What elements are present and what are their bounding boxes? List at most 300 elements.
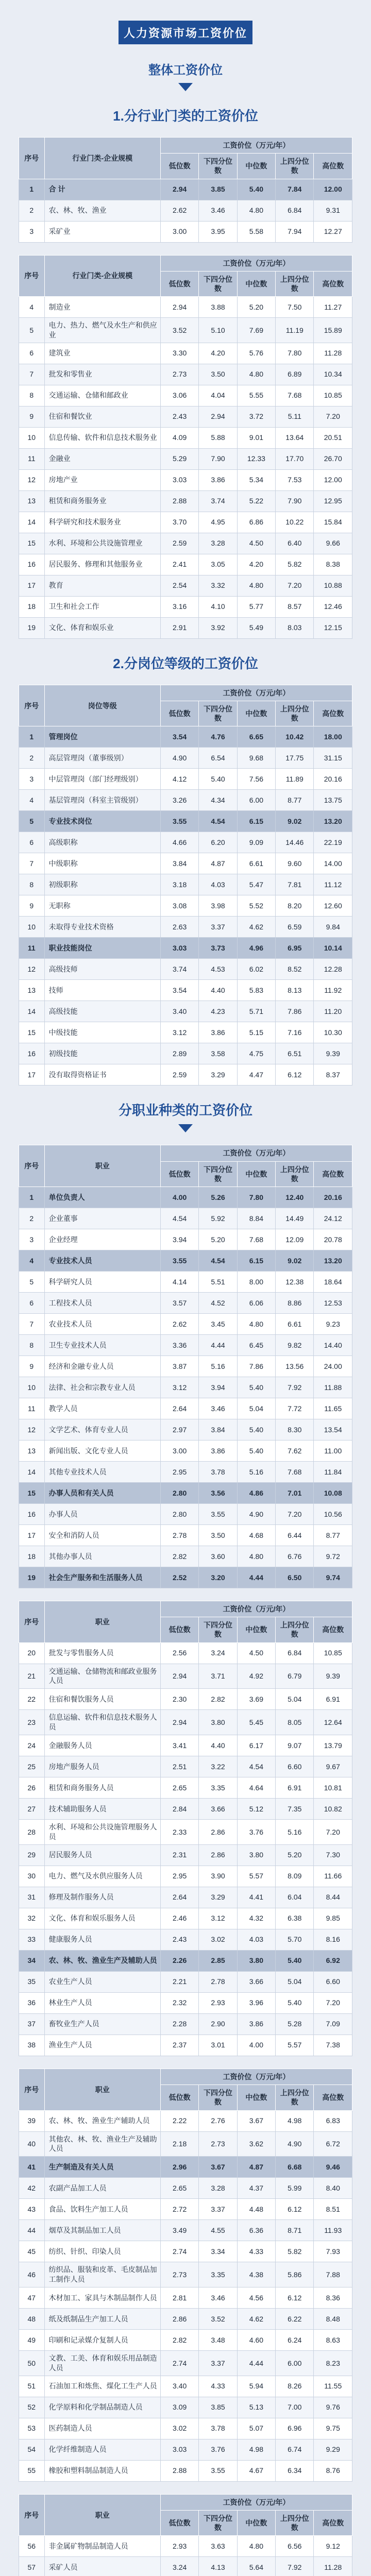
row-value: 3.84 xyxy=(160,853,198,874)
row-value: 3.96 xyxy=(237,1992,275,2013)
row-value: 2.59 xyxy=(160,533,198,554)
row-value: 2.26 xyxy=(160,1950,198,1971)
row-value: 4.09 xyxy=(160,427,198,448)
row-value: 7.88 xyxy=(314,2262,352,2287)
row-value: 5.12 xyxy=(237,1799,275,1820)
row-name: 工程技术人员 xyxy=(44,1293,160,1314)
table-row xyxy=(19,2557,352,2576)
row-value: 5.92 xyxy=(199,1208,237,1229)
row-value: 7.09 xyxy=(314,2013,352,2035)
row-name: 纺织、针织、印染人员 xyxy=(44,2241,160,2262)
header-p75: 上四分位数 xyxy=(276,271,314,296)
table-row xyxy=(19,2110,352,2131)
wage-table xyxy=(19,2494,352,2576)
row-name: 农业技术人员 xyxy=(44,1314,160,1335)
row-name: 房地产服务人员 xyxy=(44,1756,160,1777)
row-value: 3.12 xyxy=(160,1377,198,1398)
row-value: 5.20 xyxy=(276,1844,314,1866)
row-value: 5.20 xyxy=(199,1229,237,1250)
row-value: 5.82 xyxy=(276,2241,314,2262)
header-p25: 下四分位数 xyxy=(199,1161,237,1187)
row-value: 8.03 xyxy=(276,617,314,638)
header-p25: 下四分位数 xyxy=(199,271,237,296)
row-value: 3.02 xyxy=(199,1929,237,1950)
row-value: 12.33 xyxy=(237,448,275,469)
row-value: 3.60 xyxy=(199,1546,237,1567)
row-value: 2.76 xyxy=(199,2110,237,2131)
row-value: 3.09 xyxy=(160,2397,198,2418)
row-name: 文化、体育和娱乐服务人员 xyxy=(44,1908,160,1929)
row-seq: 47 xyxy=(19,2287,45,2309)
row-value: 2.80 xyxy=(160,1483,198,1504)
table-row xyxy=(19,406,352,427)
row-value: 12.38 xyxy=(276,1272,314,1293)
table-row xyxy=(19,1756,352,1777)
row-value: 24.00 xyxy=(314,1356,352,1377)
row-seq: 4 xyxy=(19,297,45,318)
row-value: 3.98 xyxy=(199,895,237,917)
row-name: 卫生专业技术人员 xyxy=(44,1335,160,1356)
row-value: 5.40 xyxy=(276,1992,314,2013)
row-value: 3.74 xyxy=(160,959,198,980)
row-value: 3.86 xyxy=(199,1022,237,1043)
header-p50: 中位数 xyxy=(237,701,275,726)
header-p50: 中位数 xyxy=(237,2085,275,2110)
row-value: 3.46 xyxy=(199,2287,237,2309)
header-wage-group: 工资价位（万元/年） xyxy=(160,685,352,701)
row-name: 法律、社会和宗教专业人员 xyxy=(44,1377,160,1398)
row-value: 4.03 xyxy=(237,1929,275,1950)
row-value: 10.14 xyxy=(314,938,352,959)
row-value: 7.01 xyxy=(276,1483,314,1504)
table-row xyxy=(19,748,352,769)
row-seq: 11 xyxy=(19,938,45,959)
row-value: 8.63 xyxy=(314,2330,352,2351)
row-value: 3.92 xyxy=(199,617,237,638)
row-value: 5.49 xyxy=(237,617,275,638)
row-value: 6.15 xyxy=(237,811,275,832)
table-row xyxy=(19,1272,352,1293)
header-p75: 上四分位数 xyxy=(276,1617,314,1642)
row-value: 4.80 xyxy=(237,364,275,385)
row-value: 2.96 xyxy=(160,2157,198,2178)
wage-table xyxy=(19,1145,352,1588)
row-value: 2.97 xyxy=(160,1419,198,1440)
header-name: 职业 xyxy=(44,1601,160,1643)
row-value: 5.88 xyxy=(199,427,237,448)
row-value: 11.20 xyxy=(314,1001,352,1022)
row-value: 8.30 xyxy=(276,1419,314,1440)
row-value: 12.46 xyxy=(314,596,352,617)
row-value: 2.74 xyxy=(160,2241,198,2262)
table-row xyxy=(19,2013,352,2035)
row-value: 11.00 xyxy=(314,1440,352,1462)
row-value: 5.58 xyxy=(237,221,275,242)
row-seq: 35 xyxy=(19,1971,45,1992)
row-name: 高级技能 xyxy=(44,1001,160,1022)
row-value: 2.91 xyxy=(160,617,198,638)
row-value: 3.58 xyxy=(199,1043,237,1064)
row-value: 6.04 xyxy=(276,1887,314,1908)
row-name: 基层管理岗（科室主管级别） xyxy=(44,790,160,811)
row-value: 2.41 xyxy=(160,554,198,575)
row-name: 石油加工和炼焦、煤化工生产人员 xyxy=(44,2376,160,2397)
row-value: 3.55 xyxy=(160,811,198,832)
row-value: 9.12 xyxy=(314,2536,352,2557)
row-name: 文教、工美、体育和娱乐用品制造人员 xyxy=(44,2351,160,2376)
table-row xyxy=(19,364,352,385)
row-seq: 46 xyxy=(19,2262,45,2287)
row-name: 经济和金融专业人员 xyxy=(44,1356,160,1377)
row-value: 3.26 xyxy=(160,790,198,811)
table-row xyxy=(19,221,352,242)
row-value: 10.82 xyxy=(314,1799,352,1820)
header-name: 岗位等级 xyxy=(44,685,160,726)
row-value: 11.19 xyxy=(276,318,314,343)
row-value: 9.39 xyxy=(314,1664,352,1689)
header-seq: 序号 xyxy=(19,2494,45,2536)
row-value: 4.34 xyxy=(199,790,237,811)
row-value: 8.76 xyxy=(314,2460,352,2481)
section-industry-title: 1.分行业门类的工资价位 xyxy=(113,108,258,124)
row-value: 4.87 xyxy=(199,853,237,874)
table-row xyxy=(19,512,352,533)
row-value: 3.46 xyxy=(199,200,237,221)
row-value: 4.48 xyxy=(237,2199,275,2220)
row-seq: 42 xyxy=(19,2178,45,2199)
row-seq: 16 xyxy=(19,554,45,575)
row-name: 文化、体育和娱乐业 xyxy=(44,617,160,638)
row-seq: 33 xyxy=(19,1929,45,1950)
table-row xyxy=(19,1483,352,1504)
row-value: 3.55 xyxy=(199,2460,237,2481)
row-value: 10.42 xyxy=(276,726,314,748)
row-name: 中级技能 xyxy=(44,1022,160,1043)
row-seq: 38 xyxy=(19,2035,45,2056)
header-p90: 高位数 xyxy=(314,701,352,726)
row-value: 6.40 xyxy=(276,533,314,554)
row-value: 4.50 xyxy=(237,533,275,554)
row-value: 7.93 xyxy=(314,2241,352,2262)
row-value: 3.12 xyxy=(199,1908,237,1929)
row-seq: 17 xyxy=(19,1525,45,1546)
row-value: 5.51 xyxy=(199,1272,237,1293)
row-seq: 43 xyxy=(19,2199,45,2220)
row-value: 14.00 xyxy=(314,853,352,874)
row-value: 8.52 xyxy=(276,959,314,980)
row-value: 6.65 xyxy=(237,726,275,748)
row-name: 企业经理 xyxy=(44,1229,160,1250)
row-value: 6.60 xyxy=(314,1971,352,1992)
row-seq: 52 xyxy=(19,2397,45,2418)
down-arrow-icon xyxy=(178,83,193,91)
row-value: 4.37 xyxy=(237,2178,275,2199)
row-value: 3.24 xyxy=(160,2557,198,2576)
row-value: 3.37 xyxy=(199,917,237,938)
table-row xyxy=(19,469,352,490)
row-value: 6.06 xyxy=(237,1293,275,1314)
header-wage-group: 工资价位（万元/年） xyxy=(160,255,352,271)
row-name: 办事人员 xyxy=(44,1504,160,1525)
row-value: 7.68 xyxy=(276,1462,314,1483)
table-row xyxy=(19,1908,352,1929)
row-value: 22.19 xyxy=(314,832,352,853)
row-value: 2.46 xyxy=(160,1908,198,1929)
row-value: 17.75 xyxy=(276,748,314,769)
row-value: 9.07 xyxy=(276,1735,314,1756)
row-value: 6.84 xyxy=(276,200,314,221)
table-row xyxy=(19,1398,352,1419)
row-value: 9.72 xyxy=(314,1546,352,1567)
table-row xyxy=(19,1187,352,1208)
row-value: 11.55 xyxy=(314,2376,352,2397)
row-value: 7.69 xyxy=(237,318,275,343)
row-value: 9.02 xyxy=(276,1250,314,1272)
row-value: 11.92 xyxy=(314,980,352,1001)
row-value: 8.84 xyxy=(237,1208,275,1229)
row-value: 6.61 xyxy=(276,1314,314,1335)
table-row xyxy=(19,2309,352,2330)
row-value: 5.28 xyxy=(276,2013,314,2035)
table-row xyxy=(19,1820,352,1845)
row-name: 技术辅助服务人员 xyxy=(44,1799,160,1820)
row-value: 3.73 xyxy=(199,938,237,959)
row-value: 3.76 xyxy=(237,1820,275,1845)
row-value: 3.57 xyxy=(160,1293,198,1314)
table-row xyxy=(19,2220,352,2241)
row-value: 2.21 xyxy=(160,1971,198,1992)
row-value: 8.13 xyxy=(276,980,314,1001)
row-value: 4.20 xyxy=(237,554,275,575)
row-value: 2.51 xyxy=(160,1756,198,1777)
section-position-title: 2.分岗位等级的工资价位 xyxy=(113,655,258,671)
table-row xyxy=(19,2241,352,2262)
table-row xyxy=(19,1229,352,1250)
row-value: 20.16 xyxy=(314,769,352,790)
header-p50: 中位数 xyxy=(237,1617,275,1642)
row-value: 3.34 xyxy=(199,2241,237,2262)
row-seq: 5 xyxy=(19,811,45,832)
row-value: 3.85 xyxy=(199,179,237,200)
row-seq: 7 xyxy=(19,1314,45,1335)
row-value: 3.37 xyxy=(199,2351,237,2376)
row-name: 木材加工、家具与木制品制作人员 xyxy=(44,2287,160,2309)
row-name: 住宿和餐饮业 xyxy=(44,406,160,427)
row-value: 4.64 xyxy=(237,1777,275,1799)
row-seq: 21 xyxy=(19,1664,45,1689)
header-name: 行业门类-企业规模 xyxy=(44,138,160,179)
row-seq: 7 xyxy=(19,853,45,874)
row-name: 文学艺术、体育专业人员 xyxy=(44,1419,160,1440)
row-value: 3.02 xyxy=(160,2418,198,2439)
row-value: 3.54 xyxy=(160,980,198,1001)
table-row xyxy=(19,1377,352,1398)
table-row xyxy=(19,1929,352,1950)
header-p75: 上四分位数 xyxy=(276,701,314,726)
row-value: 4.76 xyxy=(199,726,237,748)
row-seq: 6 xyxy=(19,1293,45,1314)
row-value: 2.62 xyxy=(160,200,198,221)
table-row xyxy=(19,179,352,200)
row-value: 2.81 xyxy=(160,2287,198,2309)
row-value: 4.33 xyxy=(199,2376,237,2397)
row-value: 3.67 xyxy=(199,2157,237,2178)
row-name: 高层管理岗（董事级别） xyxy=(44,748,160,769)
header-wage-group: 工资价位（万元/年） xyxy=(160,1601,352,1617)
occupation-table-b xyxy=(19,1601,352,2056)
row-seq: 15 xyxy=(19,1483,45,1504)
row-value: 3.00 xyxy=(160,221,198,242)
table-row xyxy=(19,2178,352,2199)
header-p90: 高位数 xyxy=(314,154,352,179)
header-seq: 序号 xyxy=(19,255,45,297)
row-seq: 16 xyxy=(19,1504,45,1525)
row-value: 7.68 xyxy=(237,1229,275,1250)
row-value: 5.99 xyxy=(276,2178,314,2199)
row-value: 4.80 xyxy=(237,200,275,221)
row-value: 2.22 xyxy=(160,2110,198,2131)
row-value: 5.83 xyxy=(237,980,275,1001)
row-seq: 2 xyxy=(19,748,45,769)
row-name: 农、林、牧、渔业 xyxy=(44,200,160,221)
row-value: 5.16 xyxy=(199,1356,237,1377)
row-seq: 55 xyxy=(19,2460,45,2481)
row-seq: 10 xyxy=(19,1377,45,1398)
row-seq: 14 xyxy=(19,1462,45,1483)
header-p10: 低位数 xyxy=(160,154,198,179)
row-value: 2.73 xyxy=(199,2131,237,2157)
table-row xyxy=(19,811,352,832)
row-value: 2.43 xyxy=(160,1929,198,1950)
row-value: 2.93 xyxy=(160,2536,198,2557)
wage-table xyxy=(19,2069,352,2482)
row-value: 4.90 xyxy=(276,2131,314,2157)
row-value: 7.92 xyxy=(276,2557,314,2576)
table-row xyxy=(19,2376,352,2397)
row-value: 4.62 xyxy=(237,2309,275,2330)
header-name: 职业 xyxy=(44,2494,160,2536)
table-row xyxy=(19,790,352,811)
row-seq: 29 xyxy=(19,1844,45,1866)
row-value: 9.01 xyxy=(237,427,275,448)
row-value: 2.65 xyxy=(160,1777,198,1799)
row-name: 林业生产人员 xyxy=(44,1992,160,2013)
row-seq: 14 xyxy=(19,1001,45,1022)
row-value: 4.60 xyxy=(237,2330,275,2351)
row-seq: 18 xyxy=(19,596,45,617)
row-value: 6.36 xyxy=(237,2220,275,2241)
row-seq: 6 xyxy=(19,343,45,364)
row-value: 7.72 xyxy=(276,1398,314,1419)
row-value: 5.11 xyxy=(276,406,314,427)
row-value: 4.98 xyxy=(237,2439,275,2460)
table-row xyxy=(19,2199,352,2220)
header-seq: 序号 xyxy=(19,138,45,179)
row-value: 7.86 xyxy=(237,1356,275,1377)
row-name: 食品、饮料生产加工人员 xyxy=(44,2199,160,2220)
row-seq: 31 xyxy=(19,1887,45,1908)
row-seq: 44 xyxy=(19,2220,45,2241)
table-row xyxy=(19,2287,352,2309)
row-value: 3.56 xyxy=(199,1483,237,1504)
row-value: 2.56 xyxy=(160,1642,198,1664)
row-name: 高级职称 xyxy=(44,832,160,853)
row-value: 12.09 xyxy=(276,1229,314,1250)
header-name: 行业门类-企业规模 xyxy=(44,255,160,297)
row-name: 未取得专业技术资格 xyxy=(44,917,160,938)
row-seq: 48 xyxy=(19,2309,45,2330)
table-row xyxy=(19,895,352,917)
row-value: 3.86 xyxy=(199,1440,237,1462)
row-value: 2.72 xyxy=(160,2199,198,2220)
row-value: 3.32 xyxy=(199,575,237,596)
row-value: 4.54 xyxy=(160,1208,198,1229)
row-value: 5.77 xyxy=(237,596,275,617)
row-value: 6.50 xyxy=(276,1567,314,1588)
row-value: 6.96 xyxy=(276,2418,314,2439)
row-seq: 56 xyxy=(19,2536,45,2557)
row-value: 4.90 xyxy=(237,1504,275,1525)
row-seq: 54 xyxy=(19,2439,45,2460)
row-seq: 6 xyxy=(19,832,45,853)
row-seq: 49 xyxy=(19,2330,45,2351)
row-value: 5.40 xyxy=(276,1950,314,1971)
row-name: 橡胶和塑料制品制造人员 xyxy=(44,2460,160,2481)
row-value: 6.45 xyxy=(237,1335,275,1356)
row-value: 8.51 xyxy=(314,2199,352,2220)
row-value: 4.13 xyxy=(199,2557,237,2576)
row-value: 5.57 xyxy=(237,1866,275,1887)
row-name: 初级职称 xyxy=(44,874,160,895)
table-row xyxy=(19,1971,352,1992)
table-row xyxy=(19,2131,352,2157)
report-page xyxy=(0,21,371,2576)
header-p10: 低位数 xyxy=(160,271,198,296)
row-seq: 5 xyxy=(19,1272,45,1293)
row-value: 13.64 xyxy=(276,427,314,448)
row-seq: 1 xyxy=(19,726,45,748)
row-value: 7.90 xyxy=(199,448,237,469)
table-row xyxy=(19,1887,352,1908)
row-value: 5.34 xyxy=(237,469,275,490)
table-row xyxy=(19,1799,352,1820)
row-value: 2.18 xyxy=(160,2131,198,2157)
row-name: 中层管理岗（部门经理级别） xyxy=(44,769,160,790)
row-seq: 8 xyxy=(19,874,45,895)
row-seq: 40 xyxy=(19,2131,45,2157)
row-name: 职业技能岗位 xyxy=(44,938,160,959)
row-value: 7.94 xyxy=(276,221,314,242)
row-value: 6.74 xyxy=(276,2439,314,2460)
row-seq: 34 xyxy=(19,1950,45,1971)
row-value: 9.74 xyxy=(314,1567,352,1588)
row-name: 社会生产服务和生活服务人员 xyxy=(44,1567,160,1588)
row-value: 7.20 xyxy=(314,406,352,427)
row-value: 9.60 xyxy=(276,853,314,874)
row-seq: 14 xyxy=(19,512,45,533)
row-name: 水利、环境和公共设施管理业 xyxy=(44,533,160,554)
row-value: 12.15 xyxy=(314,617,352,638)
header-p10: 低位数 xyxy=(160,2511,198,2536)
overall-heading: 整体工资价位 xyxy=(148,63,223,77)
wage-table xyxy=(19,1601,352,2056)
row-name: 科学研究和技术服务业 xyxy=(44,512,160,533)
row-value: 5.64 xyxy=(237,2557,275,2576)
row-value: 26.70 xyxy=(314,448,352,469)
row-value: 5.47 xyxy=(237,874,275,895)
row-value: 4.52 xyxy=(199,1293,237,1314)
row-value: 5.04 xyxy=(276,1971,314,1992)
